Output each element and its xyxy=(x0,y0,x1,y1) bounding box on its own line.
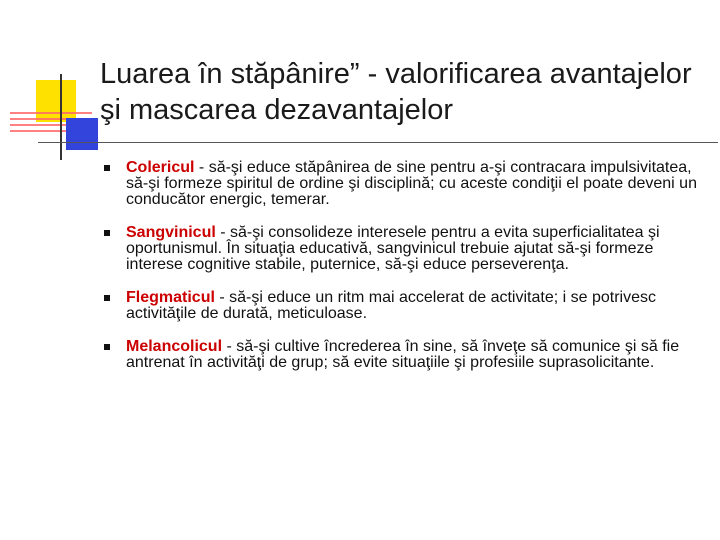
decor-vertical-line xyxy=(60,74,62,160)
bullet-text: - să-şi cultive încrederea în sine, să înveţe să comunice şi să fie antrenat în activităţi de grup; să evite situaţiile şi profesiile suprasolicitante. xyxy=(126,338,680,371)
bullet-text: - să-şi consolideze interesele pentru a evita superficialitatea şi oportunismul. În situaţia educativă, sangvinicul trebuie ajutat să-şi formeze interese cognitive stabile, puternice, să-şi educe perseverenţa. xyxy=(126,224,660,273)
bullet-list xyxy=(100,160,700,388)
bullet-term: Sangvinicul xyxy=(126,224,216,241)
square-bullet-icon xyxy=(104,344,110,350)
bullet-item-coleric xyxy=(100,160,700,208)
bullet-item-flegmatic xyxy=(100,290,700,322)
title-divider xyxy=(38,142,718,143)
bullet-item-sangvinic xyxy=(100,225,700,273)
bullet-term: Flegmaticul xyxy=(126,289,215,306)
square-bullet-icon xyxy=(104,295,110,301)
bullet-text: - să-şi educe un ritm mai accelerat de activitate; i se potrivesc activităţile de durată, meticuloase. xyxy=(126,289,656,322)
bullet-text: - să-şi educe stăpânirea de sine pentru a-şi contracara impulsivitatea, să-şi formeze spiritul de ordine şi disciplină; cu aceste condiţii el poate deveni un conducător energic, temerar. xyxy=(126,159,697,208)
bullet-term: Colericul xyxy=(126,159,195,176)
decor-blue-square xyxy=(66,118,98,150)
bullet-term: Melancolicul xyxy=(126,338,223,355)
bullet-item-melancolic xyxy=(100,339,700,371)
square-bullet-icon xyxy=(104,165,110,171)
square-bullet-icon xyxy=(104,230,110,236)
slide-title: Luarea în stăpânire” - valorificarea avantajelor şi mascarea dezavantajelor xyxy=(100,58,692,126)
